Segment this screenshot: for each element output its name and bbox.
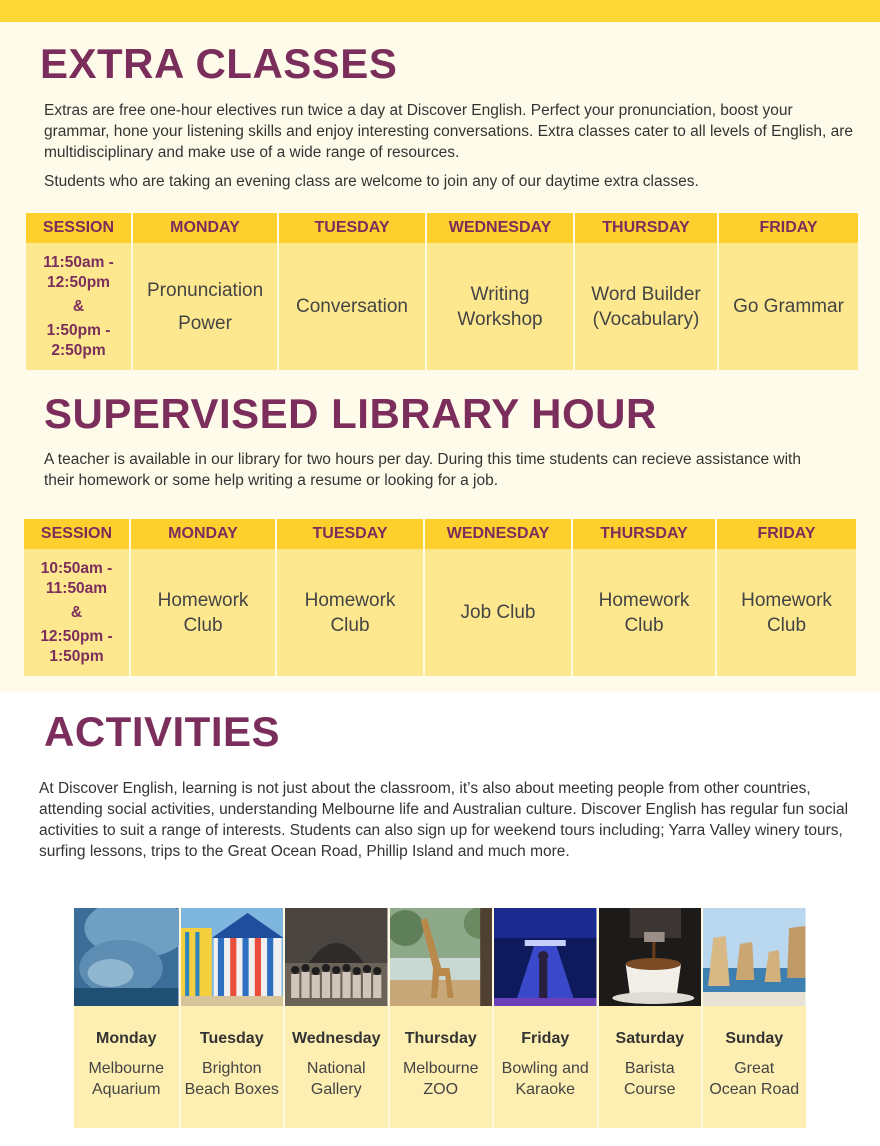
activity-name-line-2: Course — [623, 1081, 676, 1098]
activity-name-line-2: Ocean Road — [709, 1081, 800, 1098]
activity-name-line-2: Beach Boxes — [184, 1081, 279, 1098]
tuesday-class: Conversation — [278, 243, 426, 370]
friday-class: Homework Club — [716, 549, 856, 676]
ocean-road-photo — [703, 908, 806, 1006]
activity-info — [74, 1006, 179, 1128]
activity-name-line-1: National — [306, 1060, 366, 1077]
header-thursday: THURSDAY — [574, 213, 718, 243]
header-session: SESSION — [26, 213, 132, 243]
top-accent-bar — [0, 0, 880, 22]
gallery-photo — [285, 908, 388, 1006]
activity-day: Monday — [96, 1030, 157, 1047]
table-row — [26, 243, 858, 370]
activity-card-thursday — [388, 908, 493, 1128]
session-time-2: 1:50pm - 2:50pm — [46, 321, 111, 359]
activity-card-sunday — [701, 908, 806, 1128]
activity-card-saturday — [597, 908, 702, 1128]
session-times — [26, 243, 132, 370]
activity-name-line-1: Great — [734, 1060, 775, 1077]
activity-card-monday — [74, 908, 179, 1128]
activity-day: Saturday — [615, 1030, 684, 1047]
activity-name-line-1: Bowling and — [501, 1060, 589, 1077]
session-ampersand: & — [72, 297, 85, 315]
activities-strip — [74, 908, 806, 1128]
activities-title: ACTIVITIES — [44, 708, 281, 755]
wednesday-class: Writing Workshop — [426, 243, 574, 370]
aquarium-photo — [74, 908, 179, 1006]
header-wednesday: WEDNESDAY — [424, 519, 572, 549]
activity-card-tuesday — [179, 908, 284, 1128]
thursday-class: Word Builder (Vocabulary) — [574, 243, 718, 370]
activity-info — [494, 1006, 597, 1128]
activity-name-line-2: Gallery — [310, 1081, 362, 1098]
table-header-row — [24, 519, 856, 549]
header-friday: FRIDAY — [716, 519, 856, 549]
session-times — [24, 549, 130, 676]
activity-info — [181, 1006, 284, 1128]
table-header-row — [26, 213, 858, 243]
extra-classes-intro: Extras are free one-hour electives run twice a day at Discover English. Perfect your pronunciation, boost your grammar, hone your listening skills and enjoy interesting conversations. Extra classes cater to all levels of English, are multidisciplinary and make use of a wide range of resources. — [44, 102, 853, 161]
wednesday-class: Job Club — [424, 549, 572, 676]
library-hour-table — [24, 519, 856, 676]
header-friday: FRIDAY — [718, 213, 858, 243]
activity-name-line-2: Karaoke — [515, 1081, 576, 1098]
activity-day: Friday — [521, 1030, 570, 1047]
thursday-class: Homework Club — [572, 549, 716, 676]
monday-class: Pronunciation Power — [132, 243, 278, 370]
header-session: SESSION — [24, 519, 130, 549]
activity-name-line-2: ZOO — [423, 1081, 459, 1098]
header-monday: MONDAY — [132, 213, 278, 243]
extra-classes-title: EXTRA CLASSES — [40, 40, 398, 87]
activity-day: Sunday — [725, 1030, 784, 1047]
friday-class: Go Grammar — [718, 243, 858, 370]
activity-card-wednesday — [283, 908, 388, 1128]
header-thursday: THURSDAY — [572, 519, 716, 549]
session-time-1: 11:50am - 12:50pm — [43, 253, 114, 291]
activity-info — [703, 1006, 806, 1128]
activities-intro: At Discover English, learning is not just about the classroom, it’s also about meeting people from other countries, attending social activities, understanding Melbourne life and Australian culture. Discover English has regular fun social activities to suit a range of interests. Students can also sign up for weekend tours including; Yarra Valley winery tours, surfing lessons, trips to the Great Ocean Road, Phillip Island and much more. — [39, 780, 849, 860]
activity-card-friday — [492, 908, 597, 1128]
bowling-photo — [494, 908, 597, 1006]
activity-info — [390, 1006, 493, 1128]
extra-classes-note: Students who are taking an evening class are welcome to join any of our daytime extra classes. — [44, 173, 699, 190]
session-time-1: 10:50am - 11:50am — [40, 559, 113, 597]
activity-info — [599, 1006, 702, 1128]
monday-class: Homework Club — [130, 549, 276, 676]
header-tuesday: TUESDAY — [278, 213, 426, 243]
activity-name-line-1: Brighton — [201, 1060, 262, 1077]
activity-name-line-2: Aquarium — [92, 1081, 161, 1098]
beach-boxes-photo — [181, 908, 284, 1006]
library-hour-title: SUPERVISED LIBRARY HOUR — [44, 390, 657, 437]
activity-name-line-1: Barista — [624, 1060, 675, 1077]
activity-day: Tuesday — [199, 1030, 264, 1047]
header-monday: MONDAY — [130, 519, 276, 549]
header-tuesday: TUESDAY — [276, 519, 424, 549]
session-time-2: 12:50pm - 1:50pm — [40, 627, 113, 665]
activity-name-line-1: Melbourne — [402, 1060, 479, 1077]
library-hour-intro: A teacher is available in our library for two hours per day. During this time students can recieve assistance with their homework or some help writing a resume or looking for a job. — [44, 451, 801, 489]
header-wednesday: WEDNESDAY — [426, 213, 574, 243]
zoo-photo — [390, 908, 493, 1006]
coffee-photo — [599, 908, 702, 1006]
activity-day: Thursday — [404, 1030, 477, 1047]
activity-name-line-1: Melbourne — [88, 1060, 165, 1077]
session-ampersand: & — [70, 603, 83, 621]
activity-day: Wednesday — [291, 1030, 381, 1047]
table-row — [24, 549, 856, 676]
activity-info — [285, 1006, 388, 1128]
extra-classes-table — [26, 213, 858, 370]
tuesday-class: Homework Club — [276, 549, 424, 676]
